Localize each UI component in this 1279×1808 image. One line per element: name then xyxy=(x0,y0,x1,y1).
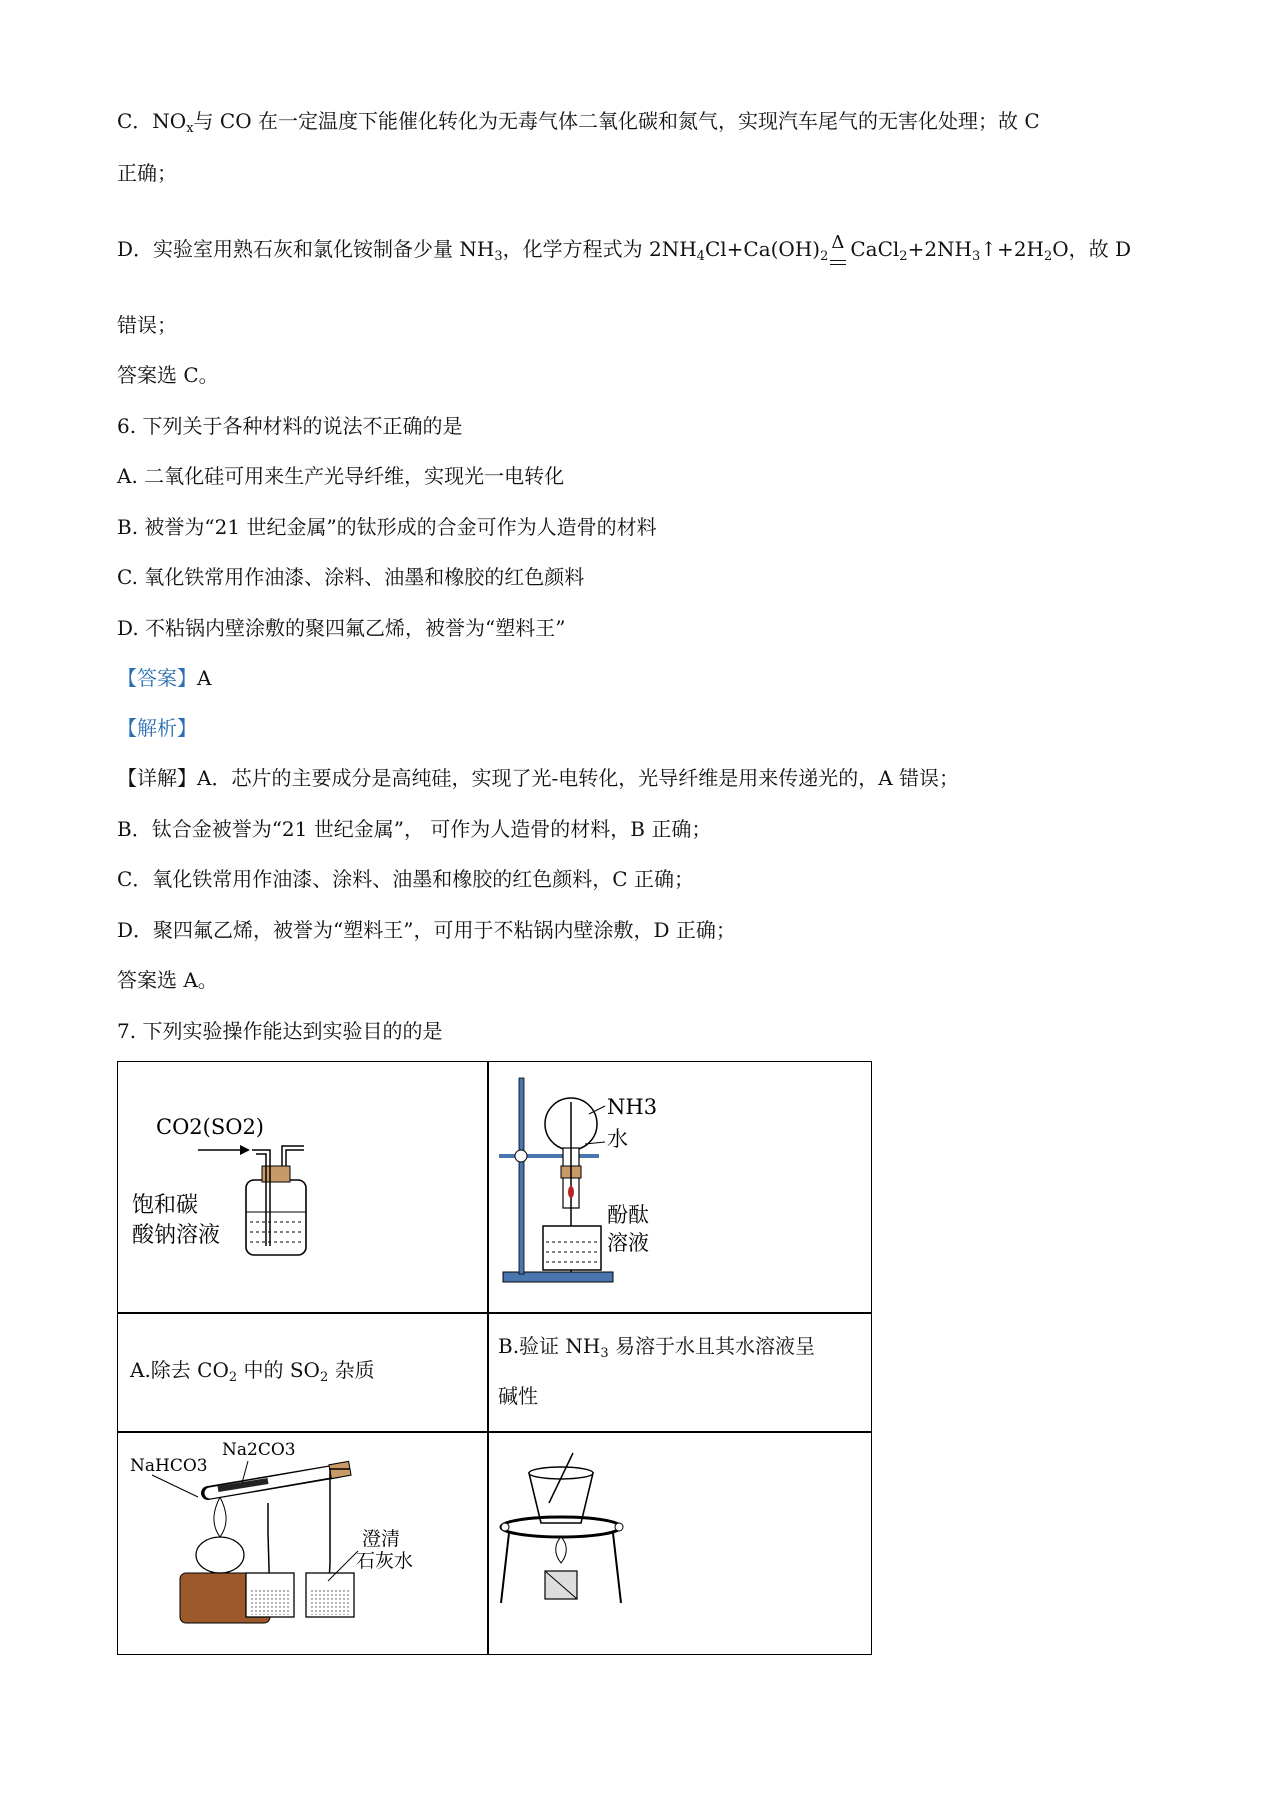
caption-sub: 2 xyxy=(319,1370,329,1385)
fig-c-lime-label-1: 澄清 xyxy=(362,1528,401,1550)
q6-stem: 6. 下列关于各种材料的说法不正确的是 xyxy=(117,414,463,438)
q6-detail-d: D．聚四氟乙烯，被誉为“塑料王”，可用于不粘锅内壁涂敷，D 正确； xyxy=(117,918,736,942)
tube-stopper xyxy=(329,1461,351,1478)
previous-answer: 答案选 C。 xyxy=(117,363,219,387)
fig-a-solution-label-2: 酸钠溶液 xyxy=(132,1223,221,1248)
table-divider-row1 xyxy=(117,1312,872,1314)
caption-a-text: 中的 SO xyxy=(237,1358,320,1382)
d-sub: 3 xyxy=(494,249,503,264)
q6-option-b: B. 被誉为“21 世纪金属”的钛形成的合金可作为人造骨的材料 xyxy=(117,515,657,539)
caption-b-line2: 碱性 xyxy=(498,1384,538,1408)
d-text-6: ↑+2H xyxy=(980,237,1044,261)
d-sub: 4 xyxy=(696,249,705,264)
flame-icon xyxy=(556,1537,567,1563)
caption-b-text: B.验证 NH xyxy=(498,1334,601,1358)
q6-detail-a: 【详解】A．芯片的主要成分是高纯硅，实现了光-电转化，光导纤维是用来传递光的，A 错误； xyxy=(117,766,960,790)
q6-option-d: D. 不粘锅内壁涂敷的聚四氟乙烯，被誉为“塑料王” xyxy=(117,616,566,640)
pointer-1 xyxy=(152,1475,198,1497)
beaker xyxy=(543,1226,601,1270)
text-line-option-c-cont: 正确； xyxy=(117,161,177,185)
tripod-leg xyxy=(501,1533,509,1603)
answer-tag: 【答案】 xyxy=(117,666,197,690)
caption-b-line1 xyxy=(498,1330,815,1359)
fig-a-gas-label: CO2(SO2) xyxy=(156,1115,264,1139)
d-text-7: O，故 D xyxy=(1052,237,1132,261)
q6-detail-b: B．钛合金被誉为“21 世纪金属”， 可作为人造骨的材料，B 正确； xyxy=(117,817,712,841)
arrow-head-icon xyxy=(240,1145,250,1155)
washing-bottle xyxy=(246,1146,306,1255)
q6-detail-c: C．氧化铁常用作油漆、涂料、油墨和橡胶的红色颜料，C 正确； xyxy=(117,867,694,891)
d-text-2: ，化学方程式为 2NH xyxy=(502,237,697,261)
alcohol-lamp xyxy=(196,1537,244,1573)
c-sub-x: x xyxy=(186,121,194,136)
caption-sub: 2 xyxy=(228,1370,238,1385)
text-line-option-d-cont: 错误； xyxy=(117,313,177,337)
q6-option-a: A. 二氧化硅可用来生产光导纤维，实现光一电转化 xyxy=(117,464,565,488)
figure-gas-washing-bottle xyxy=(118,1062,486,1312)
d-text-3: Cl+Ca(OH) xyxy=(704,237,821,261)
tripod-leg xyxy=(613,1533,621,1603)
clamp-knob xyxy=(515,1150,527,1162)
q6-option-c: C. 氧化铁常用作油漆、涂料、油墨和橡胶的红色颜料 xyxy=(117,565,585,589)
caption-a xyxy=(130,1354,375,1383)
d-sub: 2 xyxy=(899,249,908,264)
fig-b-nh3-label: NH3 xyxy=(607,1095,658,1119)
figure-carbonate-heating xyxy=(118,1433,486,1653)
fig-b-water-label: 水 xyxy=(607,1127,628,1151)
fig-a-solution-label-1: 饱和碳 xyxy=(132,1193,199,1218)
delta-symbol: Δ xyxy=(831,232,845,253)
text-line-option-d xyxy=(117,232,1132,264)
d-text-5: +2NH xyxy=(907,237,973,261)
fig-c-na2co3-label: Na2CO3 xyxy=(222,1440,296,1460)
text-line-option-c xyxy=(117,108,1040,134)
dropper-bulb xyxy=(568,1186,574,1198)
beaker-liquid-dots xyxy=(249,1589,351,1615)
caption-sub: 3 xyxy=(600,1346,609,1361)
caption-a-text: 杂质 xyxy=(328,1358,375,1382)
c-text-2: 与 CO 在一定温度下能催化转化为无毒气体二氧化碳和氮气，实现汽车尾气的无害化处理；故 C xyxy=(193,109,1040,133)
caption-a-text: A.除去 CO xyxy=(130,1358,229,1382)
q7-stem: 7. 下列实验操作能达到实验目的的是 xyxy=(117,1019,443,1043)
d-sub: 2 xyxy=(1043,249,1053,264)
d-sub: 2 xyxy=(820,249,829,264)
fig-b-phenol-label-2: 溶液 xyxy=(607,1231,649,1255)
figure-crucible-tripod xyxy=(489,1433,871,1653)
answer-value: A xyxy=(197,666,212,690)
c-text-1: C．NO xyxy=(117,109,187,133)
ring-joint xyxy=(501,1523,509,1531)
caption-b-text: 易溶于水且其水溶液呈 xyxy=(608,1334,815,1358)
q6-analysis-tag: 【解析】 xyxy=(117,716,197,740)
d-sub: 3 xyxy=(972,249,981,264)
stand-rod xyxy=(519,1078,524,1274)
ring-joint xyxy=(615,1523,623,1531)
fig-c-nahco3-label: NaHCO3 xyxy=(130,1456,208,1476)
flame-icon xyxy=(214,1497,226,1537)
fig-c-lime-label-2: 石灰水 xyxy=(356,1550,414,1572)
fig-b-phenol-label-1: 酚酞 xyxy=(607,1203,649,1227)
figure-ammonia-fountain xyxy=(489,1062,871,1312)
q6-answer xyxy=(117,665,211,691)
q6-final-answer: 答案选 A。 xyxy=(117,968,218,992)
d-text-1: D．实验室用熟石灰和氯化铵制备少量 NH xyxy=(117,237,495,261)
equal-bars xyxy=(830,260,846,265)
d-text-4: CaCl xyxy=(850,237,900,261)
